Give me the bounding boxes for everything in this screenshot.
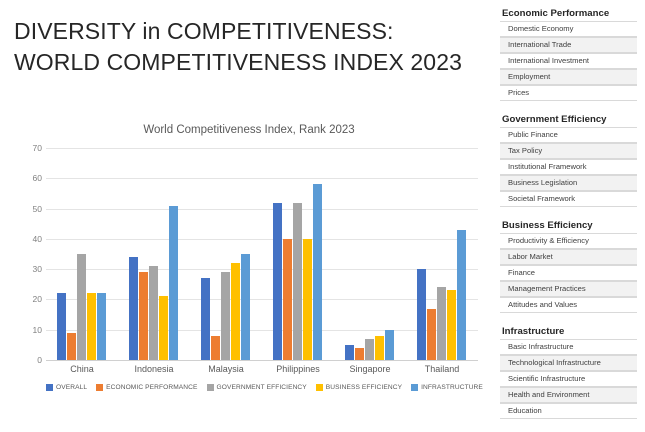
criteria-row: Scientific Infrastructure [500,371,637,387]
x-axis-tick-label: Indonesia [134,364,174,374]
y-axis-tick-label: 10 [32,324,42,335]
criteria-row: Domestic Economy [500,21,637,37]
gridline [46,330,478,331]
criteria-row: Labor Market [500,249,637,265]
chart-bar [293,203,302,360]
y-axis-tick-label: 60 [32,173,42,184]
gridline [46,239,478,240]
criteria-row: Finance [500,265,637,281]
criteria-row: Productivity & Efficiency [500,233,637,249]
chart-bar [149,266,158,360]
criteria-row: Education [500,403,637,419]
criteria-group-heading: Infrastructure [502,326,565,337]
criteria-group-heading: Economic Performance [502,8,610,19]
chart-bar [159,296,168,360]
y-axis-tick-label: 0 [37,355,42,365]
y-axis-tick-label: 30 [32,264,42,275]
criteria-group [500,220,637,313]
criteria-row: International Investment [500,53,637,69]
criteria-row: Basic Infrastructure [500,339,637,355]
chart-bar [87,293,96,360]
chart-bar [241,254,250,360]
chart-bar [283,239,292,360]
criteria-row: Prices [500,85,637,101]
chart-bar [345,345,354,360]
chart-bar [385,330,394,360]
x-axis-tick-label: China [70,364,94,374]
criteria-row: Management Practices [500,281,637,297]
legend-item[interactable] [411,384,483,391]
gridline [46,148,478,149]
legend-item[interactable] [96,384,197,391]
legend-swatch-icon [46,384,53,391]
chart-bar [313,184,322,360]
x-axis-line [46,360,478,361]
gridline [46,269,478,270]
criteria-group-heading: Business Efficiency [502,220,593,231]
chart-title: World Competitiveness Index, Rank 2023 [143,124,355,136]
chart-bar [221,272,230,360]
criteria-row: Business Legislation [500,175,637,191]
chart-bar [129,257,138,360]
criteria-group-heading: Government Efficiency [502,114,607,125]
y-axis-tick-label: 50 [32,203,42,214]
chart-bar [303,239,312,360]
chart-bar [427,309,436,360]
legend-label: ECONOMIC PERFORMANCE [106,384,198,391]
legend-item[interactable] [46,384,87,391]
criteria-group [500,8,637,101]
legend-swatch-icon [411,384,418,391]
gridline [46,178,478,179]
chart-bar [97,293,106,360]
chart-bar [67,333,76,360]
chart-bar [231,263,240,360]
legend-item[interactable] [316,384,402,391]
criteria-row: Employment [500,69,637,85]
page-title-line-2: WORLD COMPETITIVENESS INDEX 2023 [14,49,462,75]
criteria-row: Institutional Framework [500,159,637,175]
chart-plot-area [32,143,478,374]
y-axis-tick-label: 20 [32,294,42,305]
legend-swatch-icon [316,384,323,391]
criteria-group [500,326,637,419]
x-axis-tick-label: Singapore [349,364,391,374]
chart-bar [375,336,384,360]
criteria-row: Attitudes and Values [500,297,637,313]
chart-bar [273,203,282,360]
legend-label: BUSINESS EFFICIENCY [325,384,403,391]
x-axis-tick-label: Thailand [424,364,460,374]
legend-item[interactable] [207,384,307,391]
legend-swatch-icon [207,384,214,391]
chart-bar [457,230,466,360]
chart-bar [437,287,446,360]
criteria-row: Technological Infrastructure [500,355,637,371]
legend-label: GOVERNMENT EFFICIENCY [216,384,307,391]
chart-panel [8,112,490,400]
chart-bar [211,336,220,360]
chart-bar [355,348,364,360]
y-axis-tick-label: 70 [32,143,42,153]
page-title-line-1: DIVERSITY in COMPETITIVENESS: [14,18,394,44]
chart-bar [417,269,426,360]
y-axis-tick-label: 40 [32,233,42,244]
legend-label: OVERALL [56,384,88,391]
criteria-rail [500,8,637,432]
legend-swatch-icon [96,384,103,391]
chart-legend [46,384,483,391]
chart-bar [201,278,210,360]
criteria-row: Tax Policy [500,143,637,159]
gridline [46,299,478,300]
criteria-row: Public Finance [500,127,637,143]
page-title [14,16,494,78]
chart-bar [57,293,66,360]
criteria-row: Societal Framework [500,191,637,207]
chart-bar [169,206,178,360]
chart-bar [139,272,148,360]
criteria-row: International Trade [500,37,637,53]
gridline [46,209,478,210]
criteria-row: Health and Environment [500,387,637,403]
x-axis-tick-label: Philippines [276,364,320,374]
chart-bar [365,339,374,360]
x-axis-tick-label: Malaysia [208,364,244,374]
chart-bar [77,254,86,360]
criteria-group [500,114,637,207]
legend-label: INFRASTRUCTURE [421,384,483,391]
chart-bar [447,290,456,360]
